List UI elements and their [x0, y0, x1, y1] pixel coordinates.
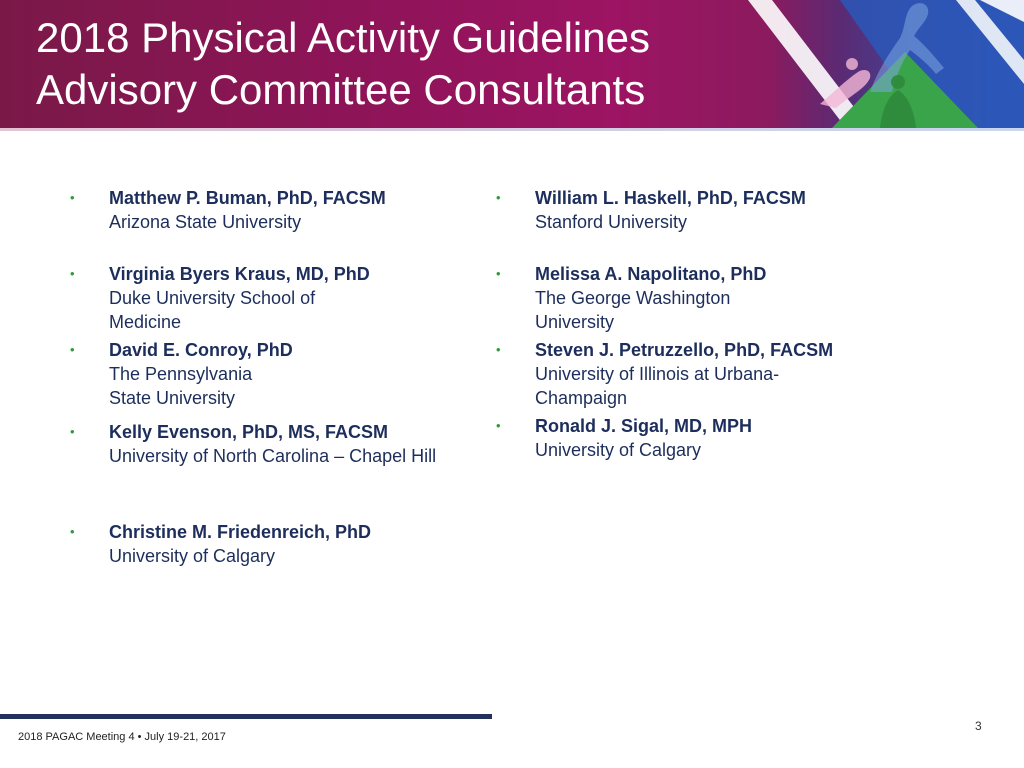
slide-page-number: 3 [975, 719, 982, 733]
footer-divider-bar [0, 714, 492, 719]
consultant-affiliation: University of Calgary [535, 440, 702, 460]
consultant-affiliation: University of Illinois at Urbana-Champaign [535, 364, 780, 408]
consultant-name: Steven J. Petruzzello, PhD, FACSM [535, 340, 834, 360]
consultant-name: William L. Haskell, PhD, FACSM [535, 188, 806, 208]
bullet-icon: • [496, 342, 501, 357]
header-divider [0, 128, 1024, 131]
slide-header-banner [0, 0, 1024, 128]
consultant-affiliation: Arizona State University [109, 212, 302, 232]
consultant-affiliation: The Pennsylvania State University [109, 364, 253, 408]
bullet-icon: • [496, 266, 501, 281]
consultant-name: Christine M. Friedenreich, PhD [109, 522, 372, 542]
bullet-icon: • [70, 424, 75, 439]
consultant-affiliation: The George Washington University [535, 288, 731, 332]
title-line-2: Advisory Committee Consultants [36, 66, 646, 113]
consultant-affiliation: Stanford University [535, 212, 688, 232]
bullet-icon: • [70, 190, 75, 205]
consultant-name: Melissa A. Napolitano, PhD [535, 264, 767, 284]
bullet-icon: • [70, 342, 75, 357]
consultant-affiliation: University of North Carolina – Chapel Hill [109, 446, 437, 466]
page-title [36, 12, 756, 116]
consultant-name: Matthew P. Buman, PhD, FACSM [109, 188, 386, 208]
consultant-affiliation: University of Calgary [109, 546, 276, 566]
bullet-icon: • [70, 266, 75, 281]
bullet-icon: • [496, 418, 501, 433]
consultant-name: Kelly Evenson, PhD, MS, FACSM [109, 422, 389, 442]
consultant-name: Virginia Byers Kraus, MD, PhD [109, 264, 370, 284]
consultant-name: Ronald J. Sigal, MD, MPH [535, 416, 753, 436]
bullet-icon: • [70, 524, 75, 539]
consultant-affiliation: Duke University School of Medicine [109, 288, 316, 332]
bullet-icon: • [496, 190, 501, 205]
consultant-name: David E. Conroy, PhD [109, 340, 293, 360]
footer-meeting-info: 2018 PAGAC Meeting 4 • July 19-21, 2017 [18, 731, 226, 743]
title-line-1: 2018 Physical Activity Guidelines [36, 14, 650, 61]
